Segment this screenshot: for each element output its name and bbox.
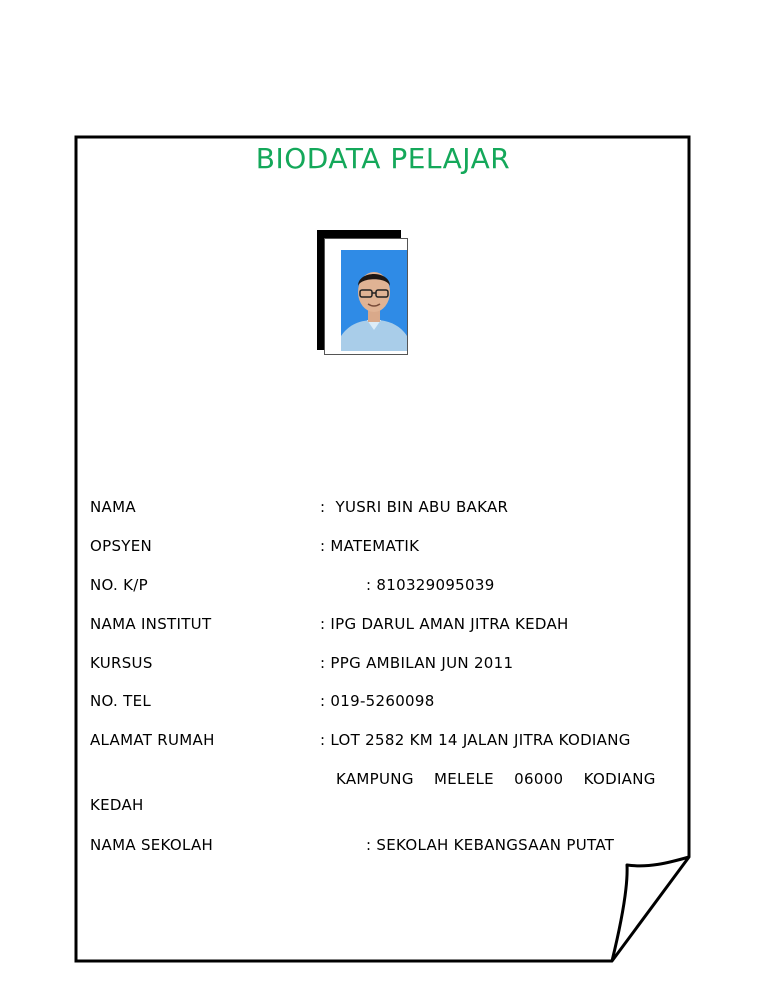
value-kursus: : PPG AMBILAN JUN 2011 xyxy=(320,654,514,672)
label-opsyen: OPSYEN xyxy=(90,537,153,555)
label-no-tel: NO. TEL xyxy=(90,692,152,710)
label-nama-sekolah: NAMA SEKOLAH xyxy=(90,836,214,854)
label-nama: NAMA xyxy=(90,498,136,516)
value-no-tel: : 019-5260098 xyxy=(320,692,435,710)
value-no-kp: : 810329095039 xyxy=(366,576,495,594)
label-nama-institut: NAMA INSTITUT xyxy=(90,615,212,633)
label-no-kp: NO. K/P xyxy=(90,576,148,594)
label-alamat-rumah: ALAMAT RUMAH xyxy=(90,731,215,749)
label-kursus: KURSUS xyxy=(90,654,153,672)
value-nama-institut: : IPG DARUL AMAN JITRA KEDAH xyxy=(320,615,569,633)
value-nama: : YUSRI BIN ABU BAKAR xyxy=(320,498,509,516)
value-alamat-rumah: : LOT 2582 KM 14 JALAN JITRA KODIANG xyxy=(320,731,631,749)
page-title: BIODATA PELAJAR xyxy=(255,142,511,175)
student-photo xyxy=(324,238,408,355)
value-opsyen: : MATEMATIK xyxy=(320,537,420,555)
value-nama-sekolah: : SEKOLAH KEBANGSAAN PUTAT xyxy=(366,836,615,854)
value-alamat-rumah-line-2: KAMPUNG MELELE 06000 KODIANG xyxy=(336,770,656,788)
value-alamat-rumah-line-3: KEDAH xyxy=(90,796,144,814)
